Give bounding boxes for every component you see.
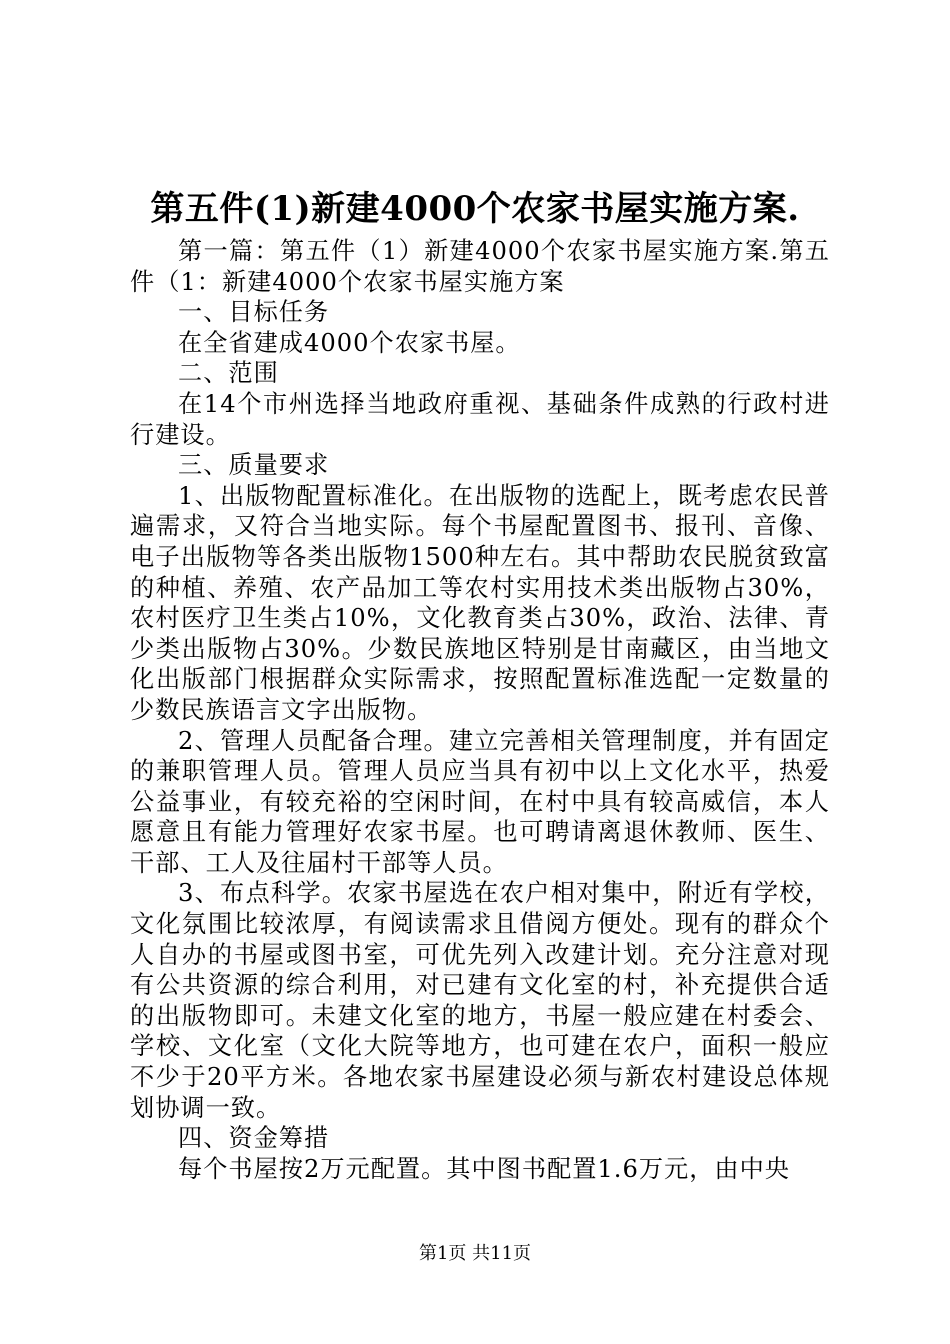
heading-funding: 四、资金筹措	[178, 1124, 330, 1153]
paragraph-quality-1: 1、出版物配置标准化。在出版物的选配上，既考虑农民普遍需求，又符合当地实际。每个书屋配置图书、报刊、音像、电子出版物等各类出版物1500种左右。其中帮助农民脱贫致富的种植、养殖、农产品加工等农村实用技术类出版物占30%，农村医疗卫生类占10%，文化教育类占30%，政治、法律、青少类出版物占30%。少数民族地区特别是甘南藏区，由当地文化出版部门根据群众实际需求，按照配置标准选配一定数量的少数民族语言文字出版物。	[130, 481, 830, 724]
heading-scope: 二、范围	[178, 359, 279, 388]
page-footer	[0, 1242, 950, 1266]
page-number: 第1页 共11页	[418, 1243, 532, 1264]
paragraph-quality-2: 2、管理人员配备合理。建立完善相关管理制度，并有固定的兼职管理人员。管理人员应当具有初中以上文化水平，热爱公益事业，有较充裕的空闲时间，在村中具有较高威信，本人愿意且有能力管理好农家书屋。也可聘请离退休教师、医生、干部、工人及往届村干部等人员。	[130, 726, 830, 877]
paragraph-scope: 在14个市州选择当地政府重视、基础条件成熟的行政村进行建设。	[130, 389, 830, 449]
heading-quality: 三、质量要求	[178, 451, 330, 480]
paragraph-funding: 每个书屋按2万元配置。其中图书配置1.6万元，由中央	[178, 1154, 790, 1183]
heading-goal: 一、目标任务	[178, 298, 330, 327]
paragraph-quality-3: 3、布点科学。农家书屋选在农户相对集中，附近有学校，文化氛围比较浓厚，有阅读需求且借阅方便处。现有的群众个人自办的书屋或图书室，可优先列入改建计划。充分注意对现有公共资源的综合利用，对已建有文化室的村，补充提供合适的出版物即可。未建文化室的地方，书屋一般应建在村委会、学校、文化室（文化大院等地方，也可建在农户，面积一般应不少于20平方米。各地农家书屋建设必须与新农村建设总体规划协调一致。	[130, 879, 830, 1122]
document-title: 第五件(1)新建4000个农家书屋实施方案.	[150, 189, 800, 229]
document-body	[130, 236, 830, 1184]
paragraph-intro: 第一篇：第五件（1）新建4000个农家书屋实施方案.第五件（1：新建4000个农家书屋实施方案	[130, 237, 830, 296]
paragraph-goal: 在全省建成4000个农家书屋。	[178, 328, 521, 357]
